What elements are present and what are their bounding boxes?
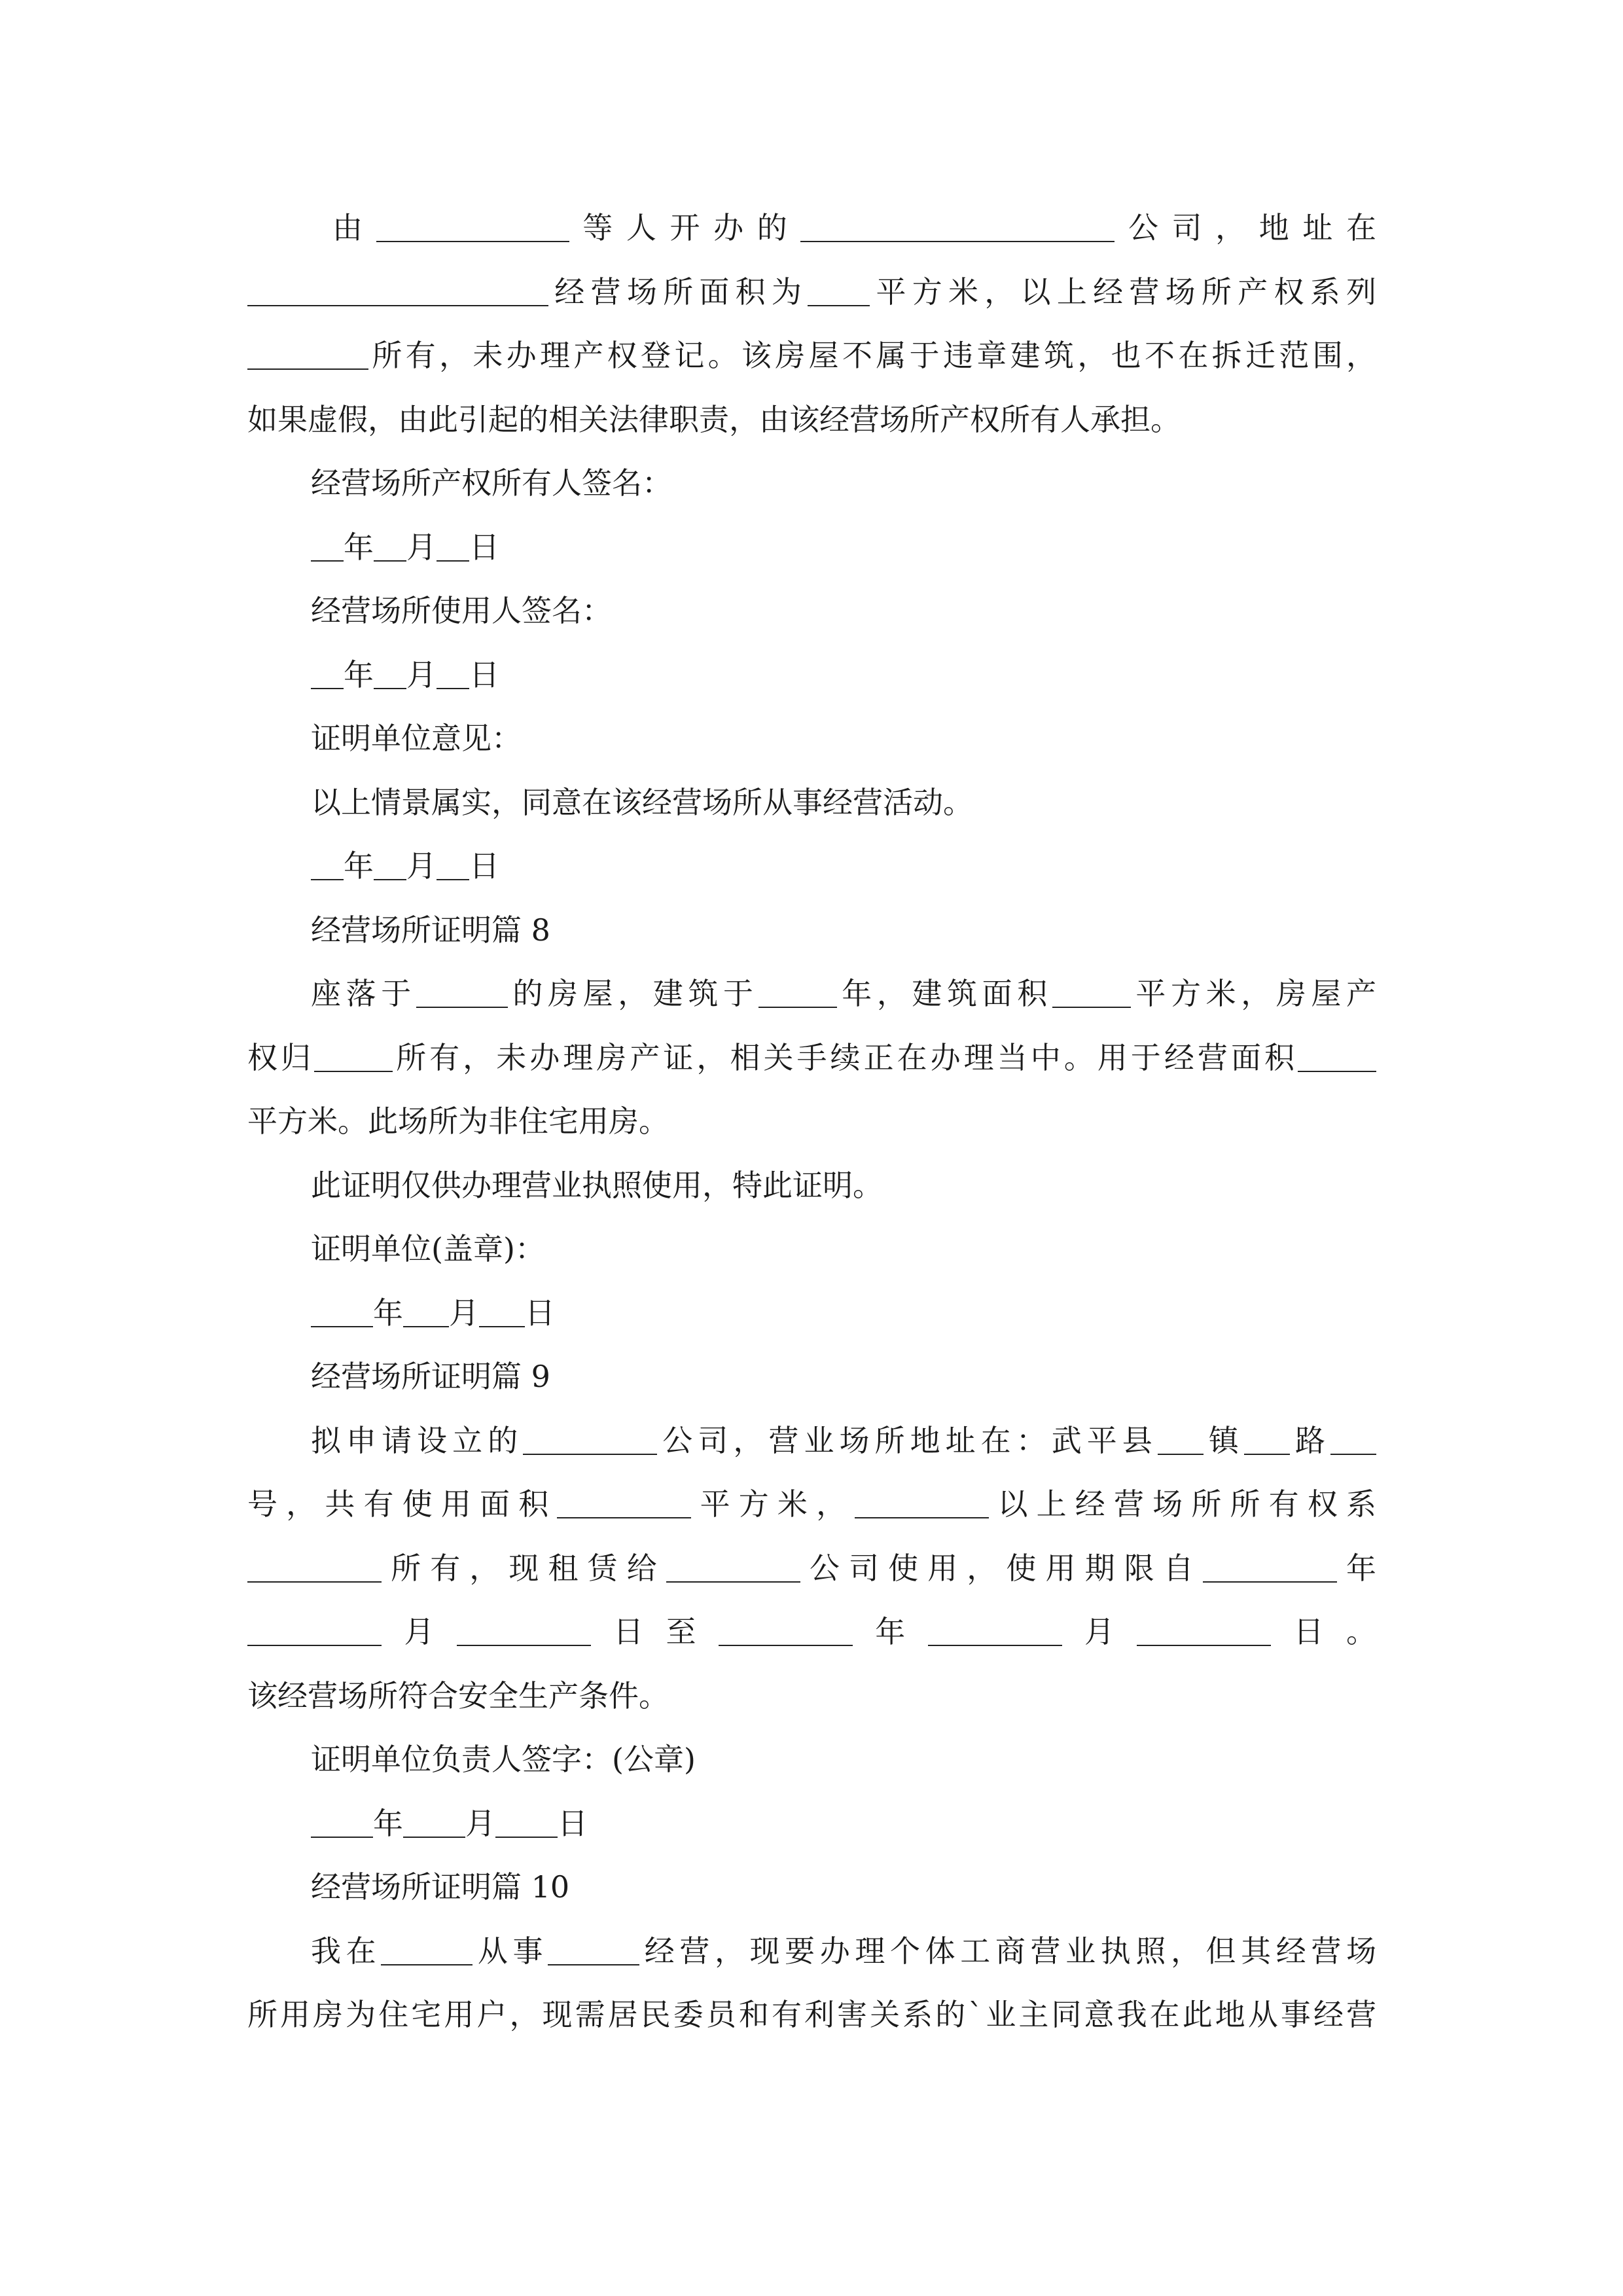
text: 月: [382, 1614, 457, 1649]
fill-blank: [495, 1806, 558, 1838]
date-line: 年 月 日: [247, 1282, 1376, 1346]
opinion-text: 以上情景属实，同意在该经营场所从事经营活动。: [311, 784, 973, 820]
text: 拟申请设立的: [311, 1422, 524, 1458]
fill-blank: [311, 530, 344, 562]
paragraph-line: [247, 1537, 1376, 1601]
text: 以上经营场所所有权系: [989, 1486, 1377, 1522]
text: 该经营场所符合安全生产条件。: [247, 1677, 669, 1713]
fill-blank: [1137, 1615, 1271, 1646]
paragraph-line: [247, 1409, 1376, 1473]
text: 由: [332, 210, 376, 245]
paragraph-line: [247, 324, 1376, 388]
section-heading-10: 经营场所证明篇 10: [311, 1869, 570, 1905]
text: 所有，未办理产权登记。该房屋不属于违章建筑，也不在拆迁范围，: [368, 338, 1376, 373]
fill-blank: [800, 211, 1115, 242]
paragraph-line: [247, 962, 1376, 1026]
fill-blank: [557, 1487, 691, 1518]
text: 镇: [1203, 1422, 1244, 1458]
fill-blank: [403, 1296, 449, 1327]
head-sign-label: 证明单位负责人签字：(公章): [311, 1742, 696, 1777]
seal-label: 证明单位(盖章)：: [311, 1231, 545, 1266]
fill-blank: [247, 338, 368, 370]
fill-blank: [1298, 1041, 1376, 1072]
opinion-label: 证明单位意见：: [311, 721, 522, 756]
text: 等人开办的: [569, 210, 801, 245]
paragraph-line: [247, 260, 1376, 325]
fill-blank: [928, 1615, 1062, 1646]
text: 所用房为住宅用户，现需居民委员和有利害关系的`业主同意我在此地从事经营: [247, 1997, 1376, 2032]
text: 号，共有使用面积: [247, 1486, 558, 1522]
paragraph-line: [247, 1026, 1376, 1090]
fill-blank: [247, 1615, 382, 1646]
section-heading-8: 经营场所证明篇 8: [311, 912, 550, 948]
user-sign-label: 经营场所使用人签名：: [311, 593, 612, 628]
text: 座落于: [311, 976, 416, 1011]
text: 路: [1289, 1422, 1331, 1458]
fill-blank: [437, 658, 469, 689]
text: 经营，现要办理个体工商营业执照，但其经营场: [639, 1933, 1377, 1969]
fill-blank: [247, 1551, 382, 1583]
text: 平方米。此场所为非住宅用房。: [247, 1103, 669, 1139]
document-page: [247, 196, 1376, 2047]
fill-blank: [311, 1806, 373, 1838]
fill-blank: [376, 211, 569, 242]
fill-blank: [523, 1424, 657, 1455]
fill-blank: [479, 1296, 525, 1327]
text: 公司使用，使用期限自: [800, 1550, 1203, 1586]
fill-blank: [719, 1615, 853, 1646]
paragraph-line: [247, 1983, 1376, 2047]
paragraph-line: [247, 196, 1376, 260]
fill-blank: [247, 275, 548, 306]
fill-blank: [374, 530, 406, 562]
text: 平方米，房屋产: [1130, 976, 1377, 1011]
fill-blank: [758, 977, 837, 1008]
fill-blank: [381, 1934, 473, 1965]
fill-blank: [1052, 977, 1131, 1008]
text: 平方米，以上经营场所产权系列: [870, 274, 1377, 310]
fill-blank: [374, 658, 406, 689]
text: 公司，地址在: [1115, 210, 1377, 245]
fill-blank: [666, 1551, 800, 1583]
fill-blank: [548, 1934, 639, 1965]
text: 如果虚假，由此引起的相关法律职责，由该经营场所产权所有人承担。: [247, 401, 1181, 437]
fill-blank: [437, 530, 469, 562]
text: 的房屋，建筑于: [507, 976, 758, 1011]
paragraph-line: [247, 1664, 1376, 1729]
fill-blank: [457, 1615, 591, 1646]
owner-sign-label: 经营场所产权所有人签名：: [311, 465, 672, 501]
fill-blank: [1330, 1424, 1376, 1455]
paragraph-line: [247, 1473, 1376, 1537]
fill-blank: [311, 658, 344, 689]
date-line: 年 月 日: [247, 643, 1376, 708]
fill-blank: [311, 1296, 373, 1327]
fill-blank: [311, 849, 344, 880]
fill-blank: [1203, 1551, 1337, 1583]
section-heading-9: 经营场所证明篇 9: [311, 1359, 550, 1394]
text: 经营场所面积为: [548, 274, 808, 310]
p8-note: 此证明仅供办理营业执照使用，特此证明。: [311, 1167, 883, 1203]
paragraph-line: [247, 1600, 1376, 1664]
paragraph-line: [247, 388, 1376, 452]
text: 我在: [311, 1933, 382, 1969]
date-line: 年 月 日: [247, 516, 1376, 580]
text: 月: [1061, 1614, 1137, 1649]
text: 日。: [1271, 1614, 1377, 1649]
fill-blank: [416, 977, 508, 1008]
date-line: 年 月 日: [247, 834, 1376, 899]
fill-blank: [808, 275, 870, 306]
fill-blank: [855, 1487, 989, 1518]
paragraph-line: [247, 1090, 1376, 1154]
fill-blank: [374, 849, 406, 880]
text: 公司，营业场所地址在：武平县: [657, 1422, 1158, 1458]
text: 所有，现租赁给: [382, 1550, 666, 1586]
date-line: 年 月 日: [247, 1792, 1376, 1856]
fill-blank: [1244, 1424, 1290, 1455]
text: 权归: [247, 1039, 315, 1075]
fill-blank: [403, 1806, 465, 1838]
paragraph-line: [247, 1920, 1376, 1984]
text: 平方米，: [691, 1486, 855, 1522]
text: 年，建筑面积: [836, 976, 1052, 1011]
fill-blank: [1158, 1424, 1204, 1455]
text: 年: [852, 1614, 928, 1649]
text: 年: [1336, 1550, 1377, 1586]
text: 所有，未办理房产证，相关手续正在办理当中。用于经营面积: [393, 1039, 1298, 1075]
fill-blank: [437, 849, 469, 880]
text: 从事: [473, 1933, 548, 1969]
text: 日至: [590, 1614, 719, 1649]
fill-blank: [314, 1041, 393, 1072]
